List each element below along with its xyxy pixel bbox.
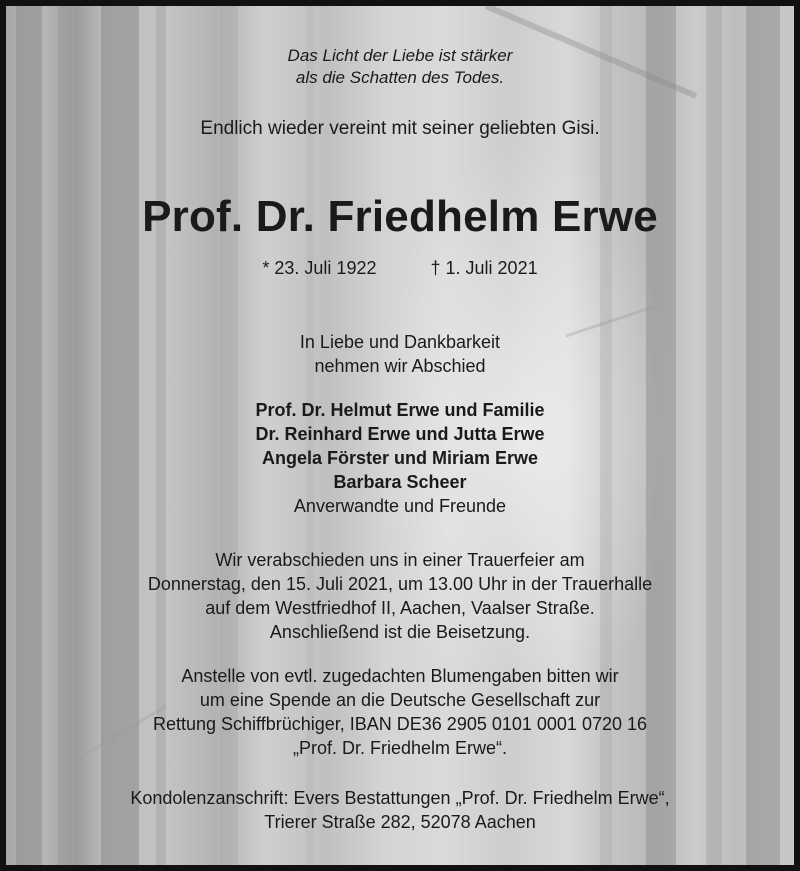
- donation-line-4: „Prof. Dr. Friedhelm Erwe“.: [292, 738, 508, 758]
- farewell-line-2: nehmen wir Abschied: [314, 356, 486, 376]
- donation-line-3: Rettung Schiffbrüchiger, IBAN DE36 2905 0101 0001 0720 16: [152, 714, 648, 734]
- farewell-line-1: In Liebe und Dankbarkeit: [299, 332, 501, 352]
- deceased-name: Prof. Dr. Friedhelm Erwe: [142, 192, 658, 241]
- relatives-line: Anverwandte und Freunde: [293, 496, 507, 516]
- birth-date: * 23. Juli 1922: [262, 258, 377, 278]
- ceremony-line-1: Wir verabschieden uns in einer Trauerfeier am: [215, 550, 585, 570]
- mourner-3: Angela Förster und Miriam Erwe: [261, 448, 539, 468]
- motto-line-1: Das Licht der Liebe ist stärker: [287, 46, 513, 65]
- death-date: † 1. Juli 2021: [430, 258, 538, 278]
- ceremony-line-2: Donnerstag, den 15. Juli 2021, um 13.00 Uhr in der Trauerhalle: [147, 574, 653, 594]
- donation-line-2: um eine Spende an die Deutsche Gesellschaft zur: [199, 690, 601, 710]
- condolence-line-1: Kondolenzanschrift: Evers Bestattungen „Prof. Dr. Friedhelm Erwe“,: [130, 788, 670, 808]
- intro-text: Endlich wieder vereint mit seiner geliebten Gisi.: [200, 118, 600, 139]
- ceremony-line-4: Anschließend ist die Beisetzung.: [269, 622, 531, 642]
- mourner-2: Dr. Reinhard Erwe und Jutta Erwe: [255, 424, 545, 444]
- mourner-1: Prof. Dr. Helmut Erwe und Familie: [255, 400, 545, 420]
- donation-line-1: Anstelle von evtl. zugedachten Blumengaben bitten wir: [181, 666, 619, 686]
- motto-line-2: als die Schatten des Todes.: [295, 68, 505, 87]
- condolence-line-2: Trierer Straße 282, 52078 Aachen: [264, 812, 536, 832]
- mourner-4: Barbara Scheer: [333, 472, 467, 492]
- ceremony-line-3: auf dem Westfriedhof II, Aachen, Vaalser Straße.: [205, 598, 595, 618]
- dates-row: [6, 258, 794, 279]
